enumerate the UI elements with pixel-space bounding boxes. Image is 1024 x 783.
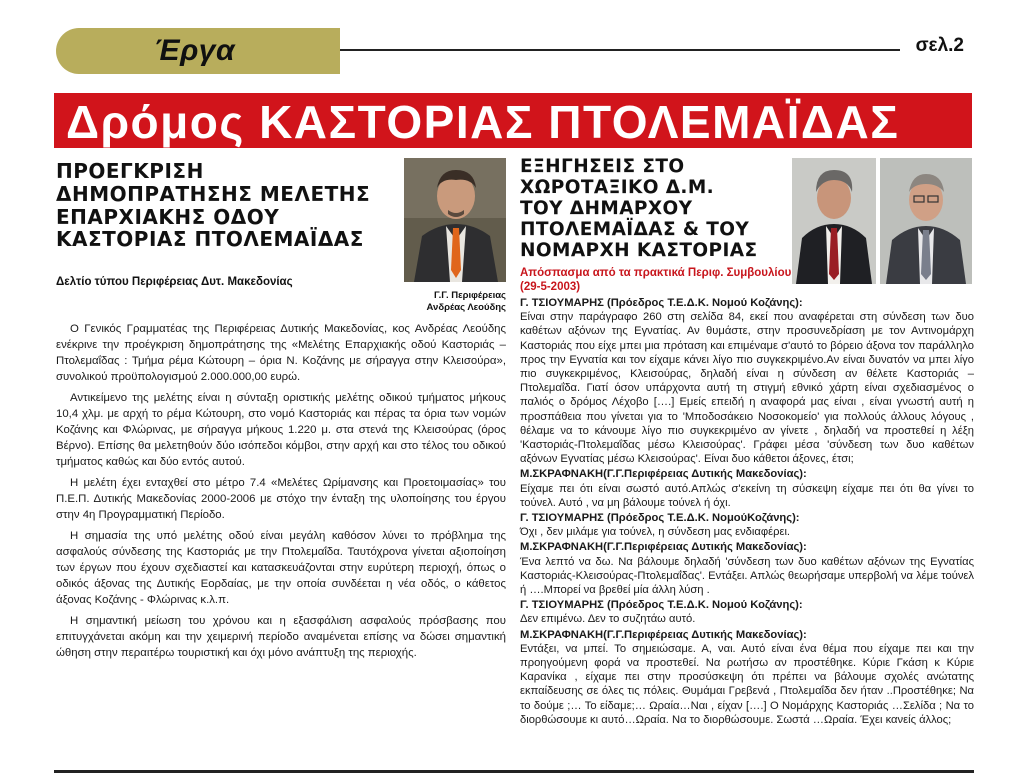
speaker-text: Ένα λεπτό να δω. Να βάλουμε δηλαδή 'σύνδεση των δυο καθέτων αξόνων της Εγνατίας Καστοριάς-Κλεισούρας-Πτολεμαΐδας'. Εντάξει. Απλώς θεωρήσαμε υπερβολή να λέμε τούνελ ή ….Μπορεί να βρεθεί μία άλλη λύση . (520, 555, 974, 597)
left-article-body (56, 321, 506, 666)
right-article-body (520, 296, 974, 728)
left-paragraph: Αντικείμενο της μελέτης είναι η σύνταξη οριστικής μελέτης οδικού τμήματος μήκους 10,4 χλμ. με αρχή το ρέμα Κώτουρη, στο νομό Καστοριάς και πέρας τα όρια των νομών Κοζάνης και Φλώρινας, με σήραγγα μήκους 1.220 μ. στα στενά της Κλεισούρας (όρος Βέρνο). Επίσης θα μελετηθούν δύο ισόπεδοι κόμβοι, στην αρχή και στο τέλος του οδικού τμήματος καθώς και δύο εντός αυτού. (56, 392, 506, 468)
transcript-entry (520, 296, 974, 466)
portrait-photo-prefect (880, 158, 972, 284)
portrait-photo-mayor (792, 158, 876, 284)
portrait-image (880, 158, 972, 284)
transcript-entry (520, 628, 974, 727)
speaker-name: Γ. ΤΣΙΟΥΜΑΡΗΣ (Πρόεδρος Τ.Ε.Δ.Κ. Νομού Κοζάνης): (520, 297, 803, 309)
section-tab (56, 28, 340, 74)
portrait-image (404, 158, 506, 282)
portrait-image (792, 158, 876, 284)
left-paragraph: Η σημαντική μείωση του χρόνου και η εξασφάλιση ασφαλούς πρόσβασης που επιτυγχάνεται ακόμη και την χειμερινή περίοδο αναμένεται επίσης να δώσει σημαντική ώθηση στην περαιτέρω τουριστική και όχι μόνο ανάπτυξη της περιοχής. (56, 615, 506, 659)
portrait-photo-leoudis (404, 158, 506, 282)
transcript-entry (520, 540, 974, 597)
left-headline: ΠΡΟΕΓΚΡΙΣΗ ΔΗΜΟΠΡΑΤΗΣΗΣ ΜΕΛΕΤΗΣ ΕΠΑΡΧΙΑΚΗΣ ΟΔΟΥ ΚΑΣΤΟΡΙΑΣ ΠΤΟΛΕΜΑΪΔΑΣ (56, 159, 371, 252)
header-rule (340, 49, 900, 51)
left-paragraph: Η μελέτη έχει ενταχθεί στο μέτρο 7.4 «Μελέτες Ωρίμανσης και Προετοιμασίας» του Π.Ε.Π. Δυτικής Μακεδονίας 2000-2006 με στόχο την ένταξη της υλοποίησης του έργου στην 4η Προγραμματική Περίοδο. (56, 477, 506, 521)
speaker-text: Όχι , δεν μιλάμε για τούνελ, η σύνδεση μας ενδιαφέρει. (520, 526, 791, 539)
transcript-entry (520, 511, 974, 539)
title-banner (54, 93, 972, 148)
speaker-name: Μ.ΣΚΡΑΦΝΑΚΗ(Γ.Γ.Περιφέρειας Δυτικής Μακεδονίας): (520, 468, 807, 481)
page-number: σελ.2 (915, 35, 964, 56)
transcript-entry (520, 598, 974, 626)
left-source: Δελτίο τύπου Περιφέρειας Δυτ. Μακεδονίας (56, 276, 293, 288)
right-source: Απόσπασμα από τα πρακτικά Περιφ. Συμβουλίου (29-5-2003) (520, 267, 792, 294)
left-paragraph: Ο Γενικός Γραμματέας της Περιφέρειας Δυτικής Μακεδονίας, κος Ανδρέας Λεούδης ενέκρινε την προέγκριση δημοπράτησης της «Μελέτης Επαρχιακής οδού Καστοριάς – Πτολεμαΐδας : Τμήμα ρέμα Κώτουρη – όρια Ν. Κοζάνης με σήραγγα στην Κλεισούρα», συνολικού προϋπολογισμού 2.000.000,00 ευρώ. (56, 323, 506, 383)
speaker-name: Μ.ΣΚΡΑΦΝΑΚΗ(Γ.Γ.Περιφέρειας Δυτικής Μακεδονίας): (520, 628, 807, 641)
speaker-name: Γ. ΤΣΙΟΥΜΑΡΗΣ (Πρόεδρος Τ.Ε.Δ.Κ. Νομού Κοζάνης): (520, 599, 803, 612)
speaker-text: Είναι στην παράγραφο 260 στη σελίδα 84, εκεί που αναφέρεται στη σύνδεση των δυο καθέτων αξόνων της Εγνατίας. Αν θυμάστε, στην προσυνεδρίαση με τον Αντινομάρχη Καστοριάς που είχε μπει μια πρόταση και επιμέναμε σ'αυτό το βόρειο άξονα τον παράλληλο προς την Εγνατία και τον είχαμε κάνει λίγο πιο συγκεκριμένο.Αν είναι δυνατόν να μπει λίγο πιο συγκεκριμένος, Κλεισούρας, δηλαδή είναι η σύνδεση αν θέλετε Καστοριάς – Πτολεμαΐδα. Γιατί όσον υπάρχοντα αυτή τη στιγμή εθνικό χάρτη είναι σχεδιασμένος ο παλιός ο δρόμος Λέχοβο [….] Εμείς επειδή η αναφορά μας είναι , είναι γνωστή αυτή η προσπάθεια που γίνεται για το 'Μποδοσάκειο Νοσοκομείο' για πολλούς άλλους λόγους , θέλαμε να το κάνουμε λίγο πιο συγκεκριμένο αν γίνετε , δηλαδή να προστεθεί η λέξη 'Καστοριάς-Πτολεμαΐδας μέσω Κλεισούρας'. Γράφει μέσα 'σύνδεση των δυο καθέτων αξόνων Εγνατίας μέσω Κλεισούρας'. Είναι δυο κάθετοι άξονες, έτσι; (520, 311, 974, 466)
bottom-rule (54, 770, 974, 773)
section-label: Έργα (154, 34, 236, 67)
right-headline: ΕΞΗΓΗΣΕΙΣ ΣΤΟ ΧΩΡΟΤΑΞΙΚΟ Δ.Μ. ΤΟΥ ΔΗΜΑΡΧΟΥ ΠΤΟΛΕΜΑΪΔΑΣ & ΤΟΥ ΝΟΜΑΡΧΗ ΚΑΣΤΟΡΙΑΣ (520, 156, 758, 262)
transcript-entry (520, 467, 974, 510)
photo-caption: Γ.Γ. Περιφέρειας Ανδρέας Λεούδης (426, 290, 506, 313)
left-paragraph: Η σημασία της υπό μελέτης οδού είναι μεγάλη καθόσον λύνει το πρόβλημα της ασφαλούς σύνδεσης της Καστοριάς με την Πτολεμαΐδα. Ταυτόχρονα γίνεται αξιοποίηση των έργων που έχουν σχεδιαστεί και κατασκευάζονται στην ευρύτερη περιοχή, όπως ο οδικός άξονας της Δυτικής Εορδαίας, με την οποία συνδέεται η νέα οδός, ο κάθετος άξονας Κοζάνης - Φλώρινας κ.λ.π. (56, 530, 506, 606)
speaker-text: Εντάξει, να μπεί. Το σημειώσαμε. Α, ναι. Αυτό είναι ένα θέμα που είχαμε πει και την προηγούμενη φορά να προστεθεί. Να ρωτήσω αν προστέθηκε. Κύριε Γκάση κ Κύριε Καρανίκα , είχαμε πει στην προσύσκεψη ότι πρέπει να βάλουμε σχολές ανώτατης εκπαίδευσης σε όλες τις πόλεις. Θυμάμαι Γρεβενά , Πτολεμαΐδα δεν ήταν ..Προστέθηκε; Να το δούμε ;… Το είδαμε;… Ωραία…Ναι , είχαν [….] Ο Νομάρχης Καστοριάς …Σελίδα ; Να το διορθώσουμε κι αυτό…Ωραία. Να το διορθώσουμε. Σωστά …Ωραία. Έχει κανείς άλλος; (520, 642, 974, 726)
speaker-name: Μ.ΣΚΡΑΦΝΑΚΗ(Γ.Γ.Περιφέρειας Δυτικής Μακεδονίας): (520, 541, 807, 554)
speaker-text: Είχαμε πει ότι είναι σωστό αυτό.Απλώς σ'εκείνη τη σύσκεψη είχαμε πει ότι θα γίνει το τούνελ. Αυτό , να μη βάλουμε τούνελ ή όχι. (520, 482, 974, 509)
speaker-text: Δεν επιμένω. Δεν το συζητάω αυτό. (520, 613, 696, 626)
banner-title: Δρόμος ΚΑΣΤΟΡΙΑΣ ΠΤΟΛΕΜΑΪΔΑΣ (66, 96, 900, 148)
speaker-name: Γ. ΤΣΙΟΥΜΑΡΗΣ (Πρόεδρος Τ.Ε.Δ.Κ. ΝομούΚοζάνης): (520, 512, 800, 525)
